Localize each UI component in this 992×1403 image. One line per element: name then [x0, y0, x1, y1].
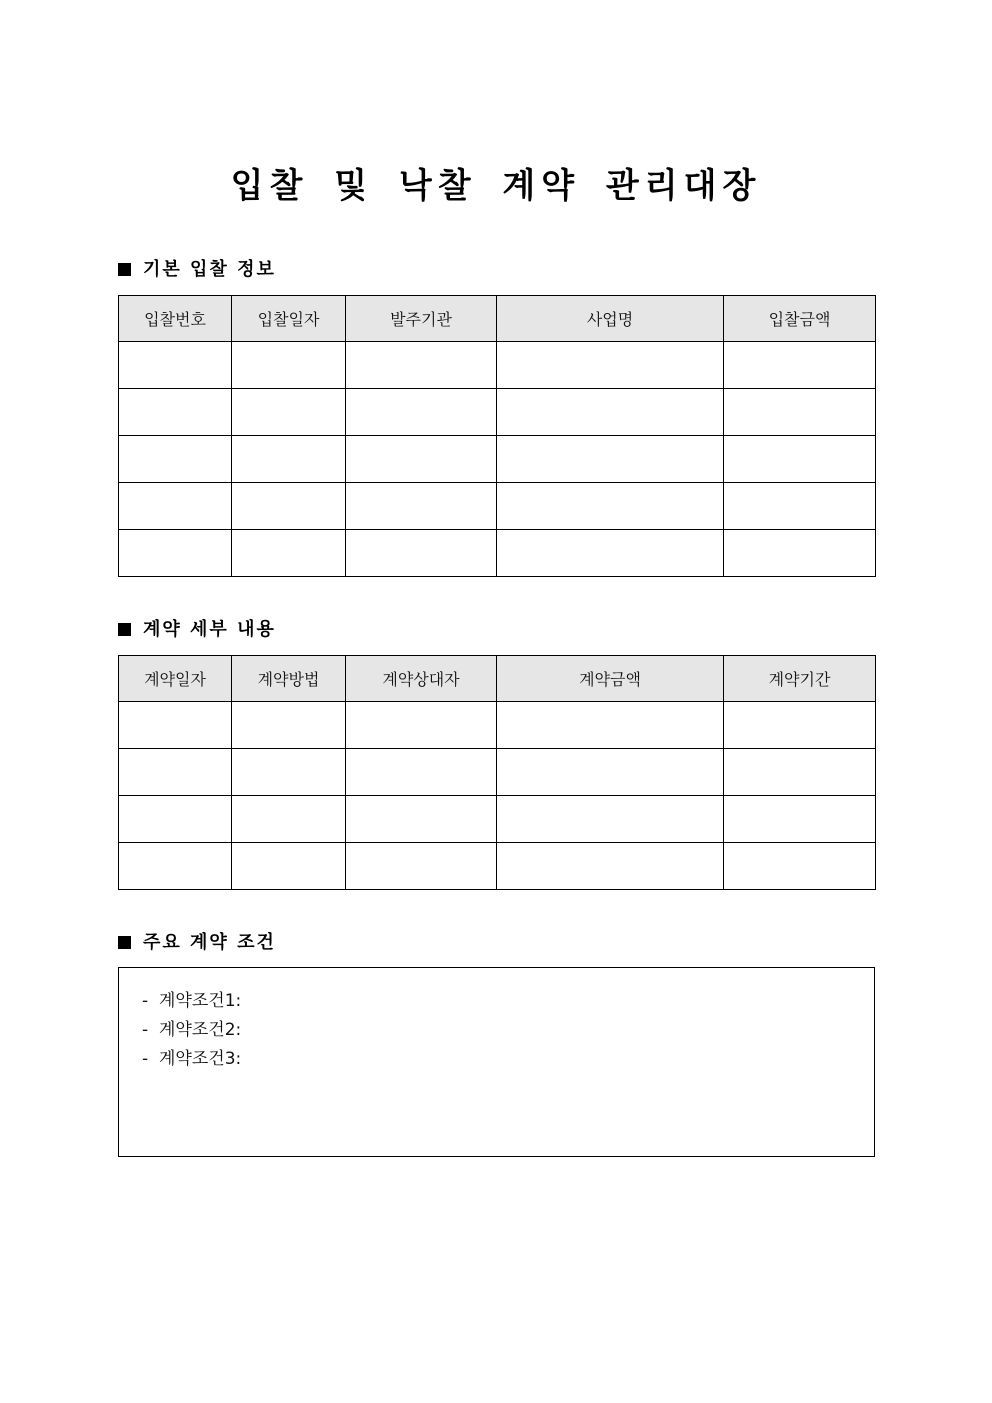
table-cell[interactable] — [119, 796, 232, 843]
table-cell[interactable] — [119, 342, 232, 389]
table-cell[interactable] — [497, 702, 724, 749]
table-cell[interactable] — [724, 342, 876, 389]
conditions-box[interactable] — [118, 967, 875, 1157]
table-cell[interactable] — [346, 702, 497, 749]
table-cell[interactable] — [232, 436, 346, 483]
table-cell[interactable] — [119, 702, 232, 749]
table-row — [119, 796, 876, 843]
table-row — [119, 530, 876, 577]
table-cell[interactable] — [346, 342, 497, 389]
condition-label: 계약조건1: — [159, 991, 242, 1011]
section-title: 기본 입찰 정보 — [143, 259, 276, 280]
column-header-contract-amount: 계약금액 — [497, 656, 724, 702]
table-cell[interactable] — [497, 843, 724, 890]
conditions-list — [119, 968, 874, 1074]
table-cell[interactable] — [346, 796, 497, 843]
table-cell[interactable] — [497, 342, 724, 389]
dash-bullet: - — [142, 991, 149, 1011]
table-row — [119, 389, 876, 436]
table-cell[interactable] — [119, 843, 232, 890]
table-header-row — [119, 296, 876, 342]
column-header-ordering-agency: 발주기관 — [346, 296, 497, 342]
table-cell[interactable] — [346, 749, 497, 796]
table-cell[interactable] — [346, 436, 497, 483]
table-cell[interactable] — [119, 436, 232, 483]
table-cell[interactable] — [724, 389, 876, 436]
column-header-bid-date: 입찰일자 — [232, 296, 346, 342]
list-item — [142, 987, 874, 1016]
dash-bullet: - — [142, 1049, 149, 1069]
dash-bullet: - — [142, 1020, 149, 1040]
table-cell[interactable] — [119, 749, 232, 796]
table-row — [119, 342, 876, 389]
black-square-icon — [118, 263, 131, 276]
column-header-contract-method: 계약방법 — [232, 656, 346, 702]
condition-label: 계약조건2: — [159, 1020, 242, 1040]
table-cell[interactable] — [346, 483, 497, 530]
table-cell[interactable] — [119, 530, 232, 577]
table-cell[interactable] — [232, 389, 346, 436]
table-cell[interactable] — [724, 749, 876, 796]
table-cell[interactable] — [119, 483, 232, 530]
table-row — [119, 483, 876, 530]
table-cell[interactable] — [724, 530, 876, 577]
table-row — [119, 749, 876, 796]
column-header-contract-date: 계약일자 — [119, 656, 232, 702]
column-header-bid-number: 입찰번호 — [119, 296, 232, 342]
table-cell[interactable] — [724, 702, 876, 749]
black-square-icon — [118, 623, 131, 636]
table-cell[interactable] — [346, 843, 497, 890]
table-cell[interactable] — [497, 436, 724, 483]
table-row — [119, 702, 876, 749]
black-square-icon — [118, 936, 131, 949]
condition-label: 계약조건3: — [159, 1049, 242, 1069]
contract-details-table — [118, 655, 876, 890]
column-header-project-name: 사업명 — [497, 296, 724, 342]
table-cell[interactable] — [497, 796, 724, 843]
section-title: 계약 세부 내용 — [143, 619, 276, 640]
column-header-contractor: 계약상대자 — [346, 656, 497, 702]
table-cell[interactable] — [232, 796, 346, 843]
table-cell[interactable] — [232, 702, 346, 749]
table-cell[interactable] — [346, 389, 497, 436]
table-cell[interactable] — [346, 530, 497, 577]
table-cell[interactable] — [232, 530, 346, 577]
table-row — [119, 843, 876, 890]
list-item — [142, 1016, 874, 1045]
table-cell[interactable] — [497, 483, 724, 530]
document-title: 입찰 및 낙찰 계약 관리대장 — [230, 166, 762, 206]
section-heading-contract-details — [118, 617, 276, 643]
table-cell[interactable] — [232, 342, 346, 389]
bid-info-table — [118, 295, 876, 577]
table-cell[interactable] — [232, 483, 346, 530]
table-cell[interactable] — [724, 483, 876, 530]
column-header-bid-amount: 입찰금액 — [724, 296, 876, 342]
table-cell[interactable] — [497, 530, 724, 577]
table-cell[interactable] — [497, 749, 724, 796]
column-header-contract-period: 계약기간 — [724, 656, 876, 702]
table-cell[interactable] — [232, 749, 346, 796]
list-item — [142, 1045, 874, 1074]
section-title: 주요 계약 조건 — [143, 932, 276, 953]
table-cell[interactable] — [119, 389, 232, 436]
table-cell[interactable] — [724, 436, 876, 483]
section-heading-bid-info — [118, 257, 276, 283]
table-cell[interactable] — [232, 843, 346, 890]
table-cell[interactable] — [724, 843, 876, 890]
section-heading-conditions — [118, 930, 276, 956]
table-cell[interactable] — [497, 389, 724, 436]
table-cell[interactable] — [724, 796, 876, 843]
table-header-row — [119, 656, 876, 702]
table-row — [119, 436, 876, 483]
